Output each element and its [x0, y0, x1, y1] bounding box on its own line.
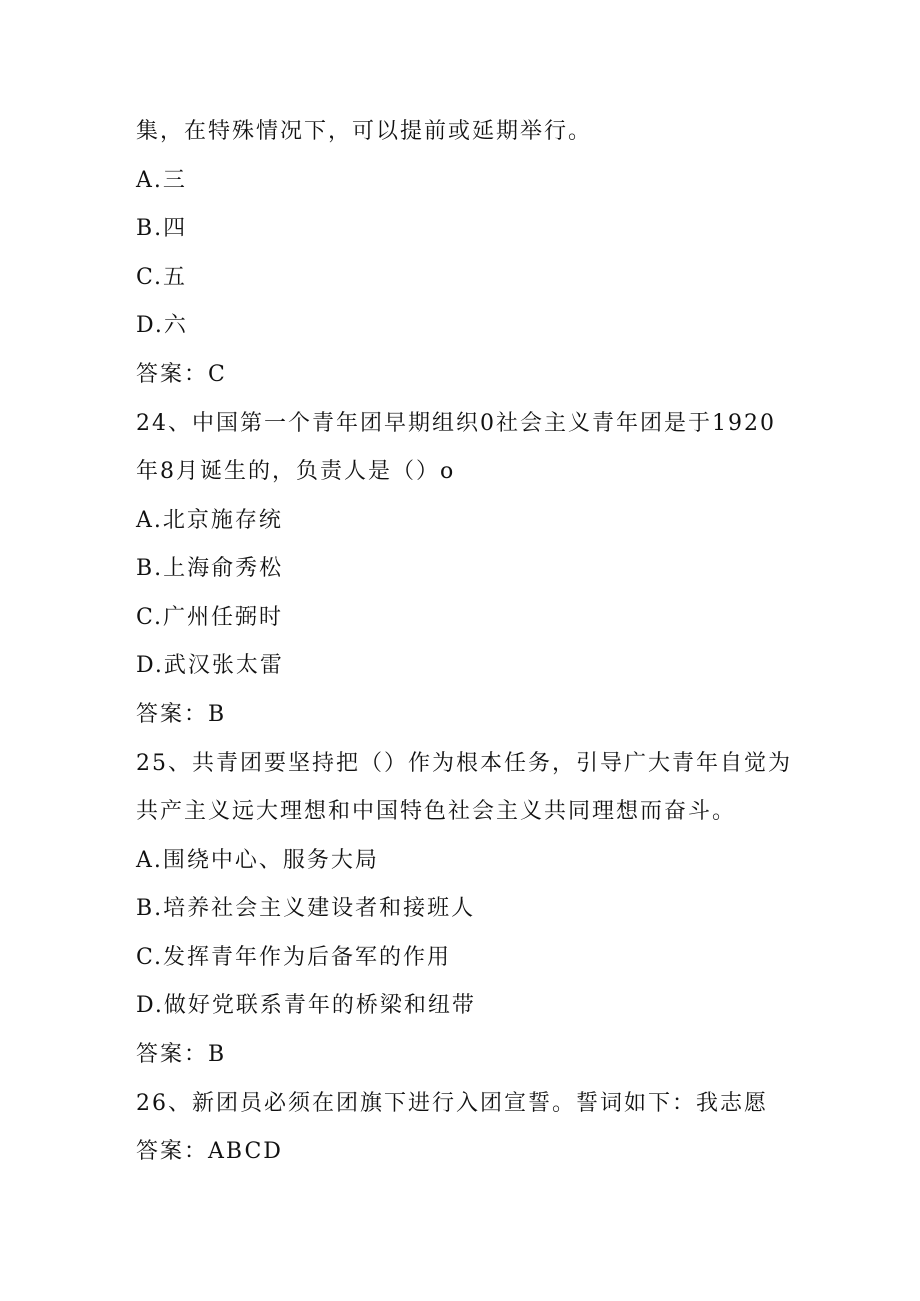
option-b: B.培养社会主义建设者和接班人 — [136, 896, 476, 921]
question-26-line-1: 26、新团员必须在团旗下进行入团宣誓。誓词如下：我志愿 — [136, 1091, 768, 1116]
option-c: C.广州任弼时 — [136, 605, 284, 630]
option-b: B.四 — [136, 216, 188, 241]
option-c: C.五 — [136, 265, 188, 290]
option-d: D.武汉张太雷 — [136, 653, 284, 678]
question-24-line-1: 24、中国第一个青年团早期组织0社会主义青年团是于1920 — [136, 411, 776, 436]
answer-23: 答案：C — [136, 362, 227, 387]
answer-25: 答案：B — [136, 1042, 227, 1067]
question-25-line-2: 共产主义远大理想和中国特色社会主义共同理想而奋斗。 — [136, 799, 737, 824]
answer-24: 答案：B — [136, 702, 227, 727]
question-25-line-1: 25、共青团要坚持把（）作为根本任务，引导广大青年自觉为 — [136, 751, 792, 776]
question-23-continuation: 集，在特殊情况下，可以提前或延期举行。 — [136, 119, 593, 144]
option-a: A.三 — [136, 168, 187, 193]
option-d: D.做好党联系青年的桥梁和纽带 — [136, 993, 476, 1018]
option-c: C.发挥青年作为后备军的作用 — [136, 945, 452, 970]
option-a: A.围绕中心、服务大局 — [136, 848, 379, 873]
option-a: A.北京施存统 — [136, 508, 283, 533]
option-d: D.六 — [136, 313, 188, 338]
option-b: B.上海俞秀松 — [136, 556, 284, 581]
answer-26: 答案：ABCD — [136, 1139, 283, 1164]
question-24-line-2: 年8月诞生的，负责人是（）o — [136, 459, 456, 484]
